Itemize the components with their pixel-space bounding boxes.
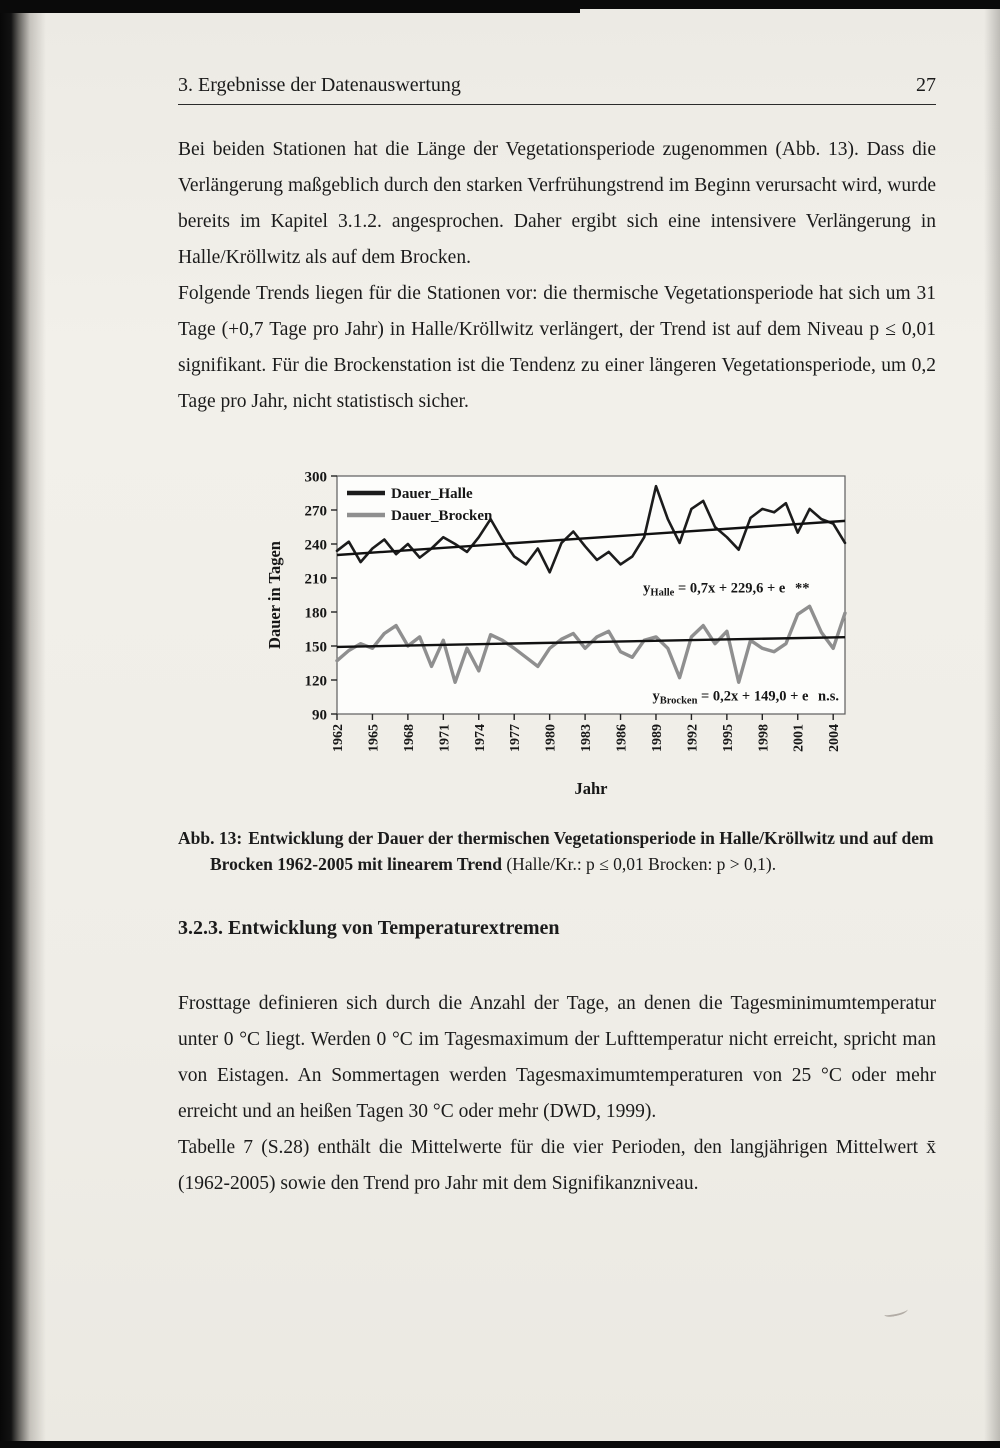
scan-artifact-right-edge — [984, 0, 1000, 1448]
paragraph-4: Tabelle 7 (S.28) enthält die Mittelwerte für die vier Perioden, den langjährigen Mittelwert x̄ (1962-2005) sowie den Trend pro Jahr mit dem Signifikanzniveau. — [178, 1137, 936, 1194]
svg-text:1977: 1977 — [508, 724, 524, 752]
page-header — [178, 74, 936, 105]
section-heading: 3.2.3. Entwicklung von Temperaturextremen — [178, 917, 560, 939]
running-head: 3. Ergebnisse der Datenauswertung — [178, 74, 461, 96]
svg-text:90: 90 — [312, 707, 327, 724]
svg-text:Jahr: Jahr — [574, 779, 608, 798]
svg-text:1992: 1992 — [685, 724, 701, 752]
svg-text:yBrocken = 0,2x + 149,0 + e n.: $y_{Brocken} = 0,2x + 149,0 + e$ n.s. — [652, 688, 839, 707]
svg-text:yHalle = 0,7x + 229,6 + e **: $y_{Halle} = 0,7x + 229,6 + e$ ** — [643, 580, 810, 599]
figure-caption-label: Abb. 13: — [178, 828, 243, 848]
vegetation-duration-chart — [257, 462, 857, 805]
svg-text:1974: 1974 — [472, 724, 488, 752]
svg-text:300: 300 — [304, 469, 327, 486]
svg-text:Dauer_Halle: Dauer_Halle — [391, 486, 473, 502]
svg-text:1980: 1980 — [543, 724, 559, 752]
paragraph-2: Folgende Trends liegen für die Stationen vor: die thermische Vegetationsperiode hat sich um 31 Tage (+0,7 Tage pro Jahr) in Halle/Kröllwitz verlängert, der Trend ist auf dem Niveau p ≤ 0,01 signifikant. Für die Brockenstation ist die Tendenz zu einer längeren Vegetationsperiode, um 0,2 Tage pro Jahr, nicht statistisch sicher. — [178, 283, 936, 412]
svg-text:2004: 2004 — [827, 724, 843, 752]
figure-caption — [178, 825, 936, 877]
svg-text:1968: 1968 — [401, 724, 417, 752]
figure-13 — [178, 462, 936, 877]
svg-text:240: 240 — [304, 537, 327, 554]
svg-text:1989: 1989 — [649, 724, 665, 752]
scan-artifact-left-edge — [0, 0, 46, 1448]
paragraph-3: Frosttage definieren sich durch die Anzahl der Tage, an denen die Tagesminimumtemperatur unter 0 °C liegt. Werden 0 °C im Tagesmaximum der Lufttemperatur nicht erreicht, spricht man von Eistagen. An Sommertagen werden Tagesmaximumtemperaturen von 25 °C oder mehr erreicht und an heißen Tagen 30 °C oder mehr (DWD, 1999). — [178, 993, 936, 1122]
svg-text:180: 180 — [304, 605, 327, 622]
svg-text:1995: 1995 — [720, 724, 736, 752]
figure-caption-stats: (Halle/Kr.: p ≤ 0,01 Brocken: p > 0,1). — [506, 854, 777, 874]
svg-text:1965: 1965 — [366, 724, 382, 752]
svg-text:1971: 1971 — [437, 724, 453, 752]
paragraph-1: Bei beiden Stationen hat die Länge der Vegetationsperiode zugenommen (Abb. 13). Dass die Verlängerung maßgeblich durch den starken Verfrühungstrend im Beginn verursacht wird, wurde bereits im Kapitel 3.1.2. angesprochen. Daher ergibt sich eine intensivere Verlängerung in Halle/Kröllwitz als auf dem Brocken. — [178, 139, 936, 268]
page-content — [178, 74, 936, 1202]
svg-text:1998: 1998 — [756, 724, 772, 752]
svg-text:1986: 1986 — [614, 724, 630, 752]
svg-text:1962: 1962 — [331, 724, 346, 752]
scan-artifact-bottom-bar — [0, 1441, 1000, 1448]
scan-artifact-top-bar-thick — [0, 0, 580, 13]
svg-text:150: 150 — [304, 639, 327, 656]
svg-text:1983: 1983 — [579, 724, 595, 752]
svg-text:Dauer_Brocken: Dauer_Brocken — [391, 508, 493, 524]
svg-text:120: 120 — [304, 673, 327, 690]
svg-text:Dauer in Tagen: Dauer in Tagen — [265, 541, 284, 649]
page-number: 27 — [916, 74, 936, 96]
pen-mark — [883, 1306, 908, 1318]
svg-text:270: 270 — [304, 503, 327, 520]
svg-text:2001: 2001 — [791, 724, 807, 752]
figure-caption-text: Entwicklung der Dauer der thermischen Vegetationsperiode in Halle/Kröllwitz und auf dem Brocken 1962-2005 mit linearem Trend — [210, 828, 934, 874]
svg-text:210: 210 — [304, 571, 327, 588]
